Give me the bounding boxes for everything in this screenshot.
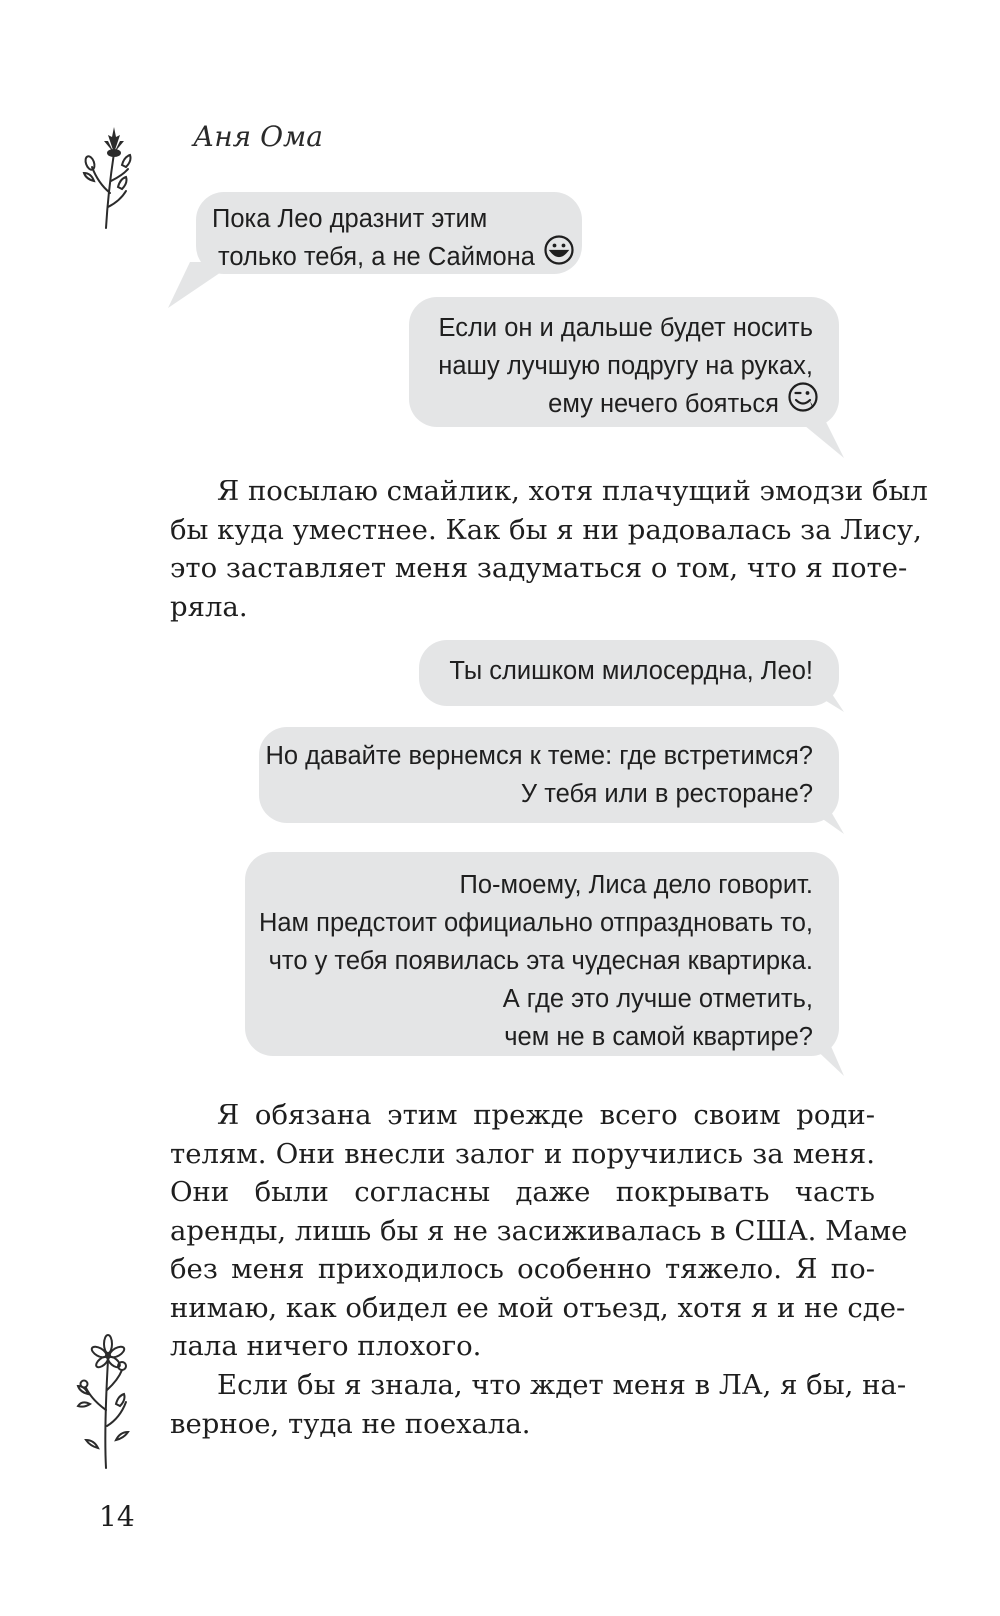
paragraph-line: аренды, лишь бы я не засиживалась в США. Маме: [170, 1214, 908, 1247]
paragraph-line: верное, туда не поехала.: [170, 1407, 531, 1440]
paragraph-line: Я обязана этим прежде всего своим роди-: [217, 1099, 875, 1131]
message-line: чем не в самой квартире?: [504, 1023, 813, 1051]
paragraph-line: Если бы я знала, что ждет меня в ЛА, я бы, на-: [217, 1369, 907, 1401]
paragraph-line: телям. Они внесли залог и поручились за меня.: [170, 1137, 875, 1170]
paragraph-line: бы куда уместнее. Как бы я ни радовалась за Лису,: [170, 513, 922, 546]
body-paragraph: [170, 1366, 907, 1443]
message-line: Ты слишком милосердна, Лео!: [449, 657, 813, 685]
message-line: что у тебя появилась эта чудесная квартирка.: [268, 947, 813, 975]
paragraph-line: лала ничего плохого.: [170, 1330, 482, 1362]
winking-face-icon: [787, 381, 819, 424]
page-number: 14: [99, 1500, 135, 1533]
paragraph-line: ряла.: [170, 590, 248, 623]
message-bubble-outgoing: [419, 640, 839, 706]
message-bubble-outgoing: [259, 727, 839, 823]
flower-ornament-bottom-icon: [76, 1330, 132, 1470]
running-header-author: Аня Ома: [193, 120, 323, 153]
message-line: Если он и дальше будет носить: [438, 314, 813, 342]
paragraph-line: без меня приходилось особенно тяжело. Я по-: [170, 1253, 875, 1285]
message-bubble-outgoing: [245, 852, 839, 1056]
paragraph-line: Они были согласны даже покрывать часть: [170, 1176, 875, 1208]
message-line: Пока Лео дразнит этим: [212, 205, 488, 233]
flower-ornament-top-icon: [78, 123, 134, 233]
message-line: У тебя или в ресторане?: [520, 780, 813, 808]
message-line: Нам предстоит официально отпраздновать то,: [258, 909, 813, 937]
message-line: А где это лучше отметить,: [502, 985, 813, 1013]
paragraph-line: это заставляет меня задуматься о том, что я поте-: [170, 552, 908, 584]
body-paragraph: [170, 472, 928, 626]
message-line: Но давайте вернемся к теме: где встретимся?: [265, 742, 813, 770]
body-paragraph: [170, 1096, 908, 1366]
message-line: ему нечего бояться: [548, 390, 779, 418]
message-bubble-incoming: [196, 192, 582, 274]
message-line: нашу лучшую подругу на руках,: [438, 352, 813, 380]
paragraph-line: нимаю, как обидел ее мой отъезд, хотя я и не сде-: [170, 1291, 906, 1324]
message-line: По-моему, Лиса дело говорит.: [459, 871, 813, 899]
grinning-face-icon: [543, 234, 575, 277]
message-bubble-outgoing: [409, 297, 839, 427]
paragraph-line: Я посылаю смайлик, хотя плачущий эмодзи был: [217, 475, 928, 507]
message-line: только тебя, а не Саймона: [218, 243, 535, 271]
